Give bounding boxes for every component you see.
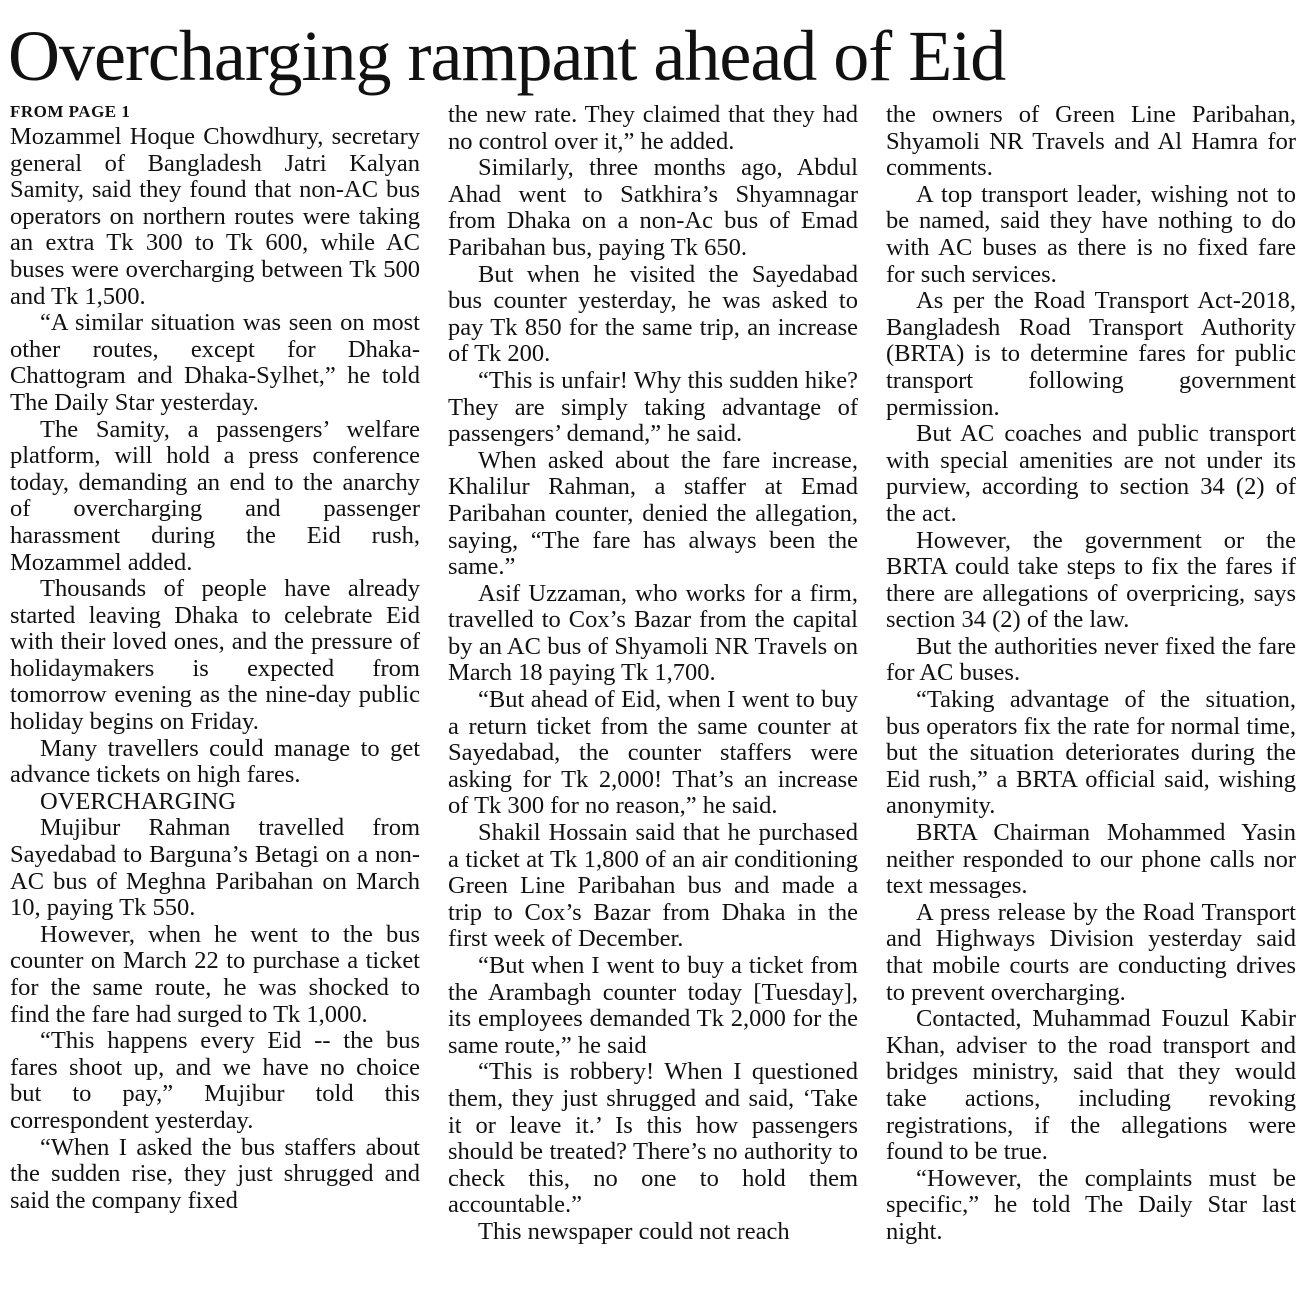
paragraph: But the authorities never fixed the fare for AC buses. bbox=[886, 632, 1296, 687]
paragraph: Thousands of people have already started leaving Dhaka to celebrate Eid with their loved ones, and the pressure of holidaymakers is expected from tomorrow evening as the nine-day public holiday begins on Friday. bbox=[10, 575, 420, 736]
paragraph: However, the government or the BRTA could take steps to fix the fares if there are allegations of overpricing, says section 34 (2) of the law. bbox=[886, 526, 1296, 634]
paragraph: “But ahead of Eid, when I went to buy a return ticket from the same counter at Sayedabad, the counter staffers were asking for Tk 2,000! That’s an increase of Tk 300 for no reason,” he said. bbox=[448, 686, 858, 820]
continuation-kicker: FROM PAGE 1 bbox=[10, 102, 131, 121]
article-column-2 bbox=[448, 102, 858, 1282]
paragraph: the new rate. They claimed that they had no control over it,” he added. bbox=[448, 102, 858, 155]
paragraph: As per the Road Transport Act-2018, Bangladesh Road Transport Authority (BRTA) is to determine fares for public transport following government permission. bbox=[886, 287, 1296, 421]
paragraph: “But when I went to buy a ticket from the Arambagh counter today [Tuesday], its employees demanded Tk 2,000 for the same route,” he said bbox=[448, 952, 858, 1059]
paragraph: Shakil Hossain said that he purchased a ticket at Tk 1,800 of an air conditioning Green Line Paribahan bus and made a trip to Cox’s Bazar from Dhaka in the first week of December. bbox=[448, 819, 858, 953]
paragraph: However, when he went to the bus counter on March 22 to purchase a ticket for the same route, he was shocked to find the fare had surged to Tk 1,000. bbox=[10, 920, 420, 1028]
paragraph: Mozammel Hoque Chowdhury, secretary general of Bangladesh Jatri Kalyan Samity, said they found that non-AC bus operators on northern routes were taking an extra Tk 300 to Tk 600, while AC buses were overcharging between Tk 500 and Tk 1,500. bbox=[10, 124, 420, 310]
paragraph: Similarly, three months ago, Abdul Ahad went to Satkhira’s Shyamnagar from Dhaka on a non-Ac bus of Emad Paribahan bus, paying Tk 650. bbox=[448, 154, 858, 261]
paragraph: When asked about the fare increase, Khalilur Rahman, a staffer at Emad Paribahan counter, denied the allegation, saying, “The fare has always been the same.” bbox=[448, 446, 858, 581]
headline: Overcharging rampant ahead of Eid bbox=[8, 16, 1006, 96]
paragraph: “A similar situation was seen on most other routes, except for Dhaka-Chattogram and Dhaka-Sylhet,” he told The Daily Star yesterday. bbox=[10, 309, 420, 416]
paragraph: But AC coaches and public transport with special amenities are not under its purview, according to section 34 (2) of the act. bbox=[886, 420, 1296, 527]
paragraph: “This happens every Eid -- the bus fares shoot up, and we have no choice but to pay,” Mujibur told this correspondent yesterday. bbox=[10, 1027, 420, 1134]
paragraph: “Taking advantage of the situation, bus operators fix the rate for normal time, but the situation deteriorates during the Eid rush,” a BRTA official said, wishing anonymity. bbox=[886, 686, 1296, 820]
paragraph: A top transport leader, wishing not to be named, said they have nothing to do with AC buses as there is no fixed fare for such services. bbox=[886, 180, 1296, 288]
paragraph: Mujibur Rahman travelled from Sayedabad to Barguna’s Betagi on a non-AC bus of Meghna Paribahan on March 10, paying Tk 550. bbox=[10, 814, 420, 922]
article-column-3 bbox=[886, 102, 1296, 1282]
paragraph: BRTA Chairman Mohammed Yasin neither responded to our phone calls nor text messages. bbox=[886, 819, 1296, 900]
paragraph: “This is robbery! When I questioned them, they just shrugged and said, ‘Take it or leave it.’ Is this how passengers should be treated? There’s no authority to check this, no one to hold them accountable.” bbox=[448, 1058, 858, 1219]
paragraph: Asif Uzzaman, who works for a firm, travelled to Cox’s Bazar from the capital by an AC bus of Shyamoli NR Travels on March 18 paying Tk 1,700. bbox=[448, 579, 858, 687]
subheading: OVERCHARGING bbox=[40, 787, 236, 815]
paragraph: This newspaper could not reach bbox=[478, 1217, 790, 1245]
paragraph: Contacted, Muhammad Fouzul Kabir Khan, adviser to the road transport and bridges ministry, said that they would take actions, including revoking registrations, if the allegations were found to be true. bbox=[886, 1005, 1296, 1166]
paragraph: The Samity, a passengers’ welfare platform, will hold a press conference today, demanding an end to the anarchy of overcharging and passenger harassment during the Eid rush, Mozammel added. bbox=[10, 415, 420, 576]
paragraph: the owners of Green Line Paribahan, Shyamoli NR Travels and Al Hamra for comments. bbox=[886, 102, 1296, 182]
paragraph: “When I asked the bus staffers about the sudden rise, they just shrugged and said the company fixed bbox=[10, 1133, 420, 1214]
paragraph: But when he visited the Sayedabad bus counter yesterday, he was asked to pay Tk 850 for the same trip, an increase of Tk 200. bbox=[448, 260, 858, 368]
paragraph: “This is unfair! Why this sudden hike? They are simply taking advantage of passengers’ demand,” he said. bbox=[448, 366, 858, 448]
paragraph: A press release by the Road Transport and Highways Division yesterday said that mobile courts are conducting drives to prevent overcharging. bbox=[886, 898, 1296, 1006]
article-column-1 bbox=[10, 124, 420, 1304]
paragraph: Many travellers could manage to get advance tickets on high fares. bbox=[10, 734, 420, 789]
paragraph: “However, the complaints must be specific,” he told The Daily Star last night. bbox=[886, 1164, 1296, 1245]
